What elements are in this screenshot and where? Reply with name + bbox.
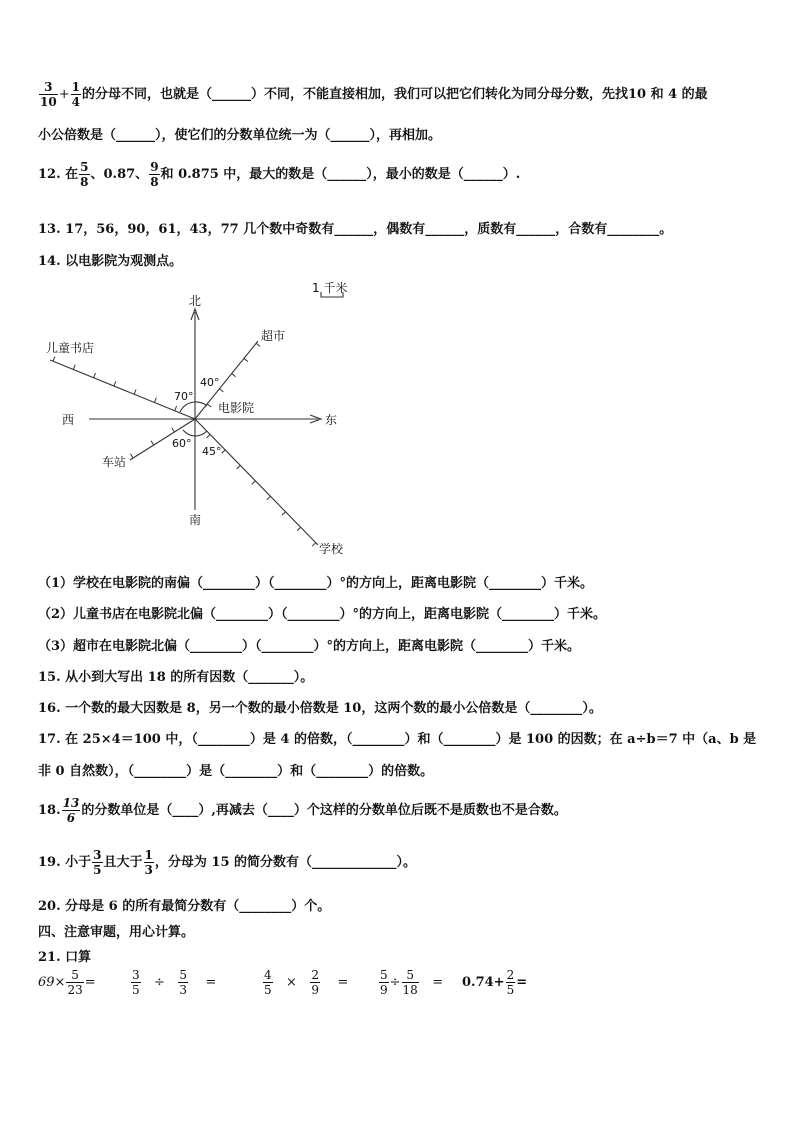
q17-line2: 非 0 自然数），（________）是（________）和（________）的倍数。 (38, 764, 434, 779)
fraction: $\frac{3}{5}$ (132, 968, 140, 997)
scale-tick (175, 406, 177, 411)
scale-tick (134, 390, 136, 395)
angle-label: 45° (202, 445, 222, 458)
scale-tick (73, 365, 75, 370)
scale-tick (267, 496, 271, 499)
fraction: $\frac{1}{3}$ (144, 848, 153, 877)
west-label: 西 (62, 413, 75, 427)
q15: 15. 从小到大写出 18 的所有因数（_______）。 (38, 670, 314, 685)
scale-tick (94, 373, 96, 378)
scale-tick (232, 374, 236, 377)
fraction: $\frac{5}{23}$ (67, 968, 83, 997)
east-label: 东 (325, 413, 338, 427)
scale-tick (244, 358, 248, 361)
scale-tick (114, 381, 116, 386)
fraction: $\frac{1}{4}$ (71, 80, 80, 109)
fraction: $\frac{5}{18}$ (402, 968, 418, 997)
fraction: $\frac{5}{9}$ (380, 968, 388, 997)
fraction: $\frac{3}{10}$ (40, 80, 57, 109)
fraction: $\frac{5}{8}$ (80, 160, 89, 189)
station-label: 车站 (102, 455, 127, 469)
scale-tick (219, 389, 223, 392)
q20: 20. 分母是 6 的所有最简分数有（________）个。 (38, 899, 331, 914)
scale-tick (222, 450, 226, 453)
center-label: 电影院 (218, 401, 255, 415)
q17-line1: 17. 在 25×4＝100 中，（________）是 4 的倍数，（________）和（________）是 100 的因数；在 a÷b＝7 中（a、b 是 (38, 732, 757, 747)
scale-tick (297, 527, 301, 530)
q11-text: 的分母不同，也就是（______）不同，不能直接相加，我们可以把它们转化为同分母分数，先找10 和 4 的最 (81, 87, 708, 102)
scale-tick (151, 441, 154, 445)
scale-tick (282, 512, 286, 515)
q11-line2: 小公倍数是（______），使它们的分数单位统一为（______），再相加。 (38, 128, 442, 143)
school-label: 学校 (319, 542, 344, 556)
calc-item-5: 0.74+ $\frac{2}{5}$ = (462, 968, 528, 997)
fraction: $\frac{2}{9}$ (311, 968, 319, 997)
south-label: 南 (189, 513, 202, 527)
fraction: $\frac{9}{8}$ (150, 160, 159, 189)
fraction: $\frac{3}{5}$ (93, 848, 102, 877)
scale-label: 1 千米 (312, 281, 348, 295)
scale-tick (312, 543, 316, 546)
calc-item-1: 69× $\frac{5}{23}$ = (38, 968, 96, 997)
scale-tick (172, 428, 175, 432)
fraction: $\frac{2}{5}$ (506, 968, 515, 997)
angle-label: 40° (200, 376, 220, 389)
q11-line1: $\frac{3}{10}$ + $\frac{1}{4}$ 的分母不同，也就是（______）不同，不能直接相加，我们可以把它们转化为同分母分数，先找10 和 4 的最 (40, 80, 708, 109)
q19: 19. 小于 $\frac{3}{5}$ 且大于 $\frac{1}{3}$ ，分母为 15 的简分数有（_____________）。 (38, 848, 417, 877)
scale-tick (207, 404, 211, 407)
q12: 12. 在 $\frac{5}{8}$ 、0.87、 $\frac{9}{8}$ 和 0.875 中，最大的数是（______），最小的数是（______）. (38, 160, 521, 189)
q13: 13. 17，56，90，61，43，77 几个数中奇数有______，偶数有______，质数有______，合数有________。 (38, 222, 673, 237)
scale-tick (53, 357, 55, 362)
q14-2: （2）儿童书店在电影院北偏（________）（________）°的方向上，距离电影院（________）千米。 (38, 607, 607, 622)
fraction: $\frac{13}{6}$ (62, 796, 80, 825)
north-label: 北 (189, 294, 202, 308)
scale-tick (256, 343, 260, 346)
q14-1: （1）学校在电影院的南偏（________）（________）°的方向上，距离电影院（________）千米。 (38, 576, 594, 591)
q16: 16. 一个数的最大因数是 8，另一个数的最小倍数是 10，这两个数的最小公倍数是（________）。 (38, 701, 602, 716)
angle-label: 70° (174, 390, 194, 403)
scale-tick (130, 454, 133, 458)
angle-label: 60° (172, 437, 192, 450)
q14: 14. 以电影院为观测点。 (38, 254, 183, 269)
scale-tick (207, 434, 211, 437)
fraction: $\frac{4}{5}$ (264, 968, 272, 997)
calc-item-4: $\frac{5}{9}$ ÷ $\frac{5}{18}$ = (380, 968, 444, 997)
scale-tick (154, 398, 156, 403)
scale-tick (252, 481, 256, 484)
scale-tick (237, 465, 241, 468)
bookstore-label: 儿童书店 (46, 341, 95, 355)
calc-item-2: $\frac{3}{5}$ ÷ $\frac{5}{3}$ = (132, 968, 217, 997)
calc-item-3: $\frac{4}{5}$ × $\frac{2}{9}$ = (264, 968, 349, 997)
q21: 21. 口算 (38, 950, 92, 965)
q18: 18. $\frac{13}{6}$ 的分数单位是（____）,再减去（____）个这样的分数单位后既不是质数也不是合数。 (38, 796, 567, 825)
supermarket-label: 超市 (261, 329, 286, 343)
q14-3: （3）超市在电影院北偏（________）（________）°的方向上，距离电影院（________）千米。 (38, 639, 581, 654)
section-heading: 四、注意审题，用心计算。 (38, 925, 195, 940)
fraction: $\frac{5}{3}$ (179, 968, 187, 997)
